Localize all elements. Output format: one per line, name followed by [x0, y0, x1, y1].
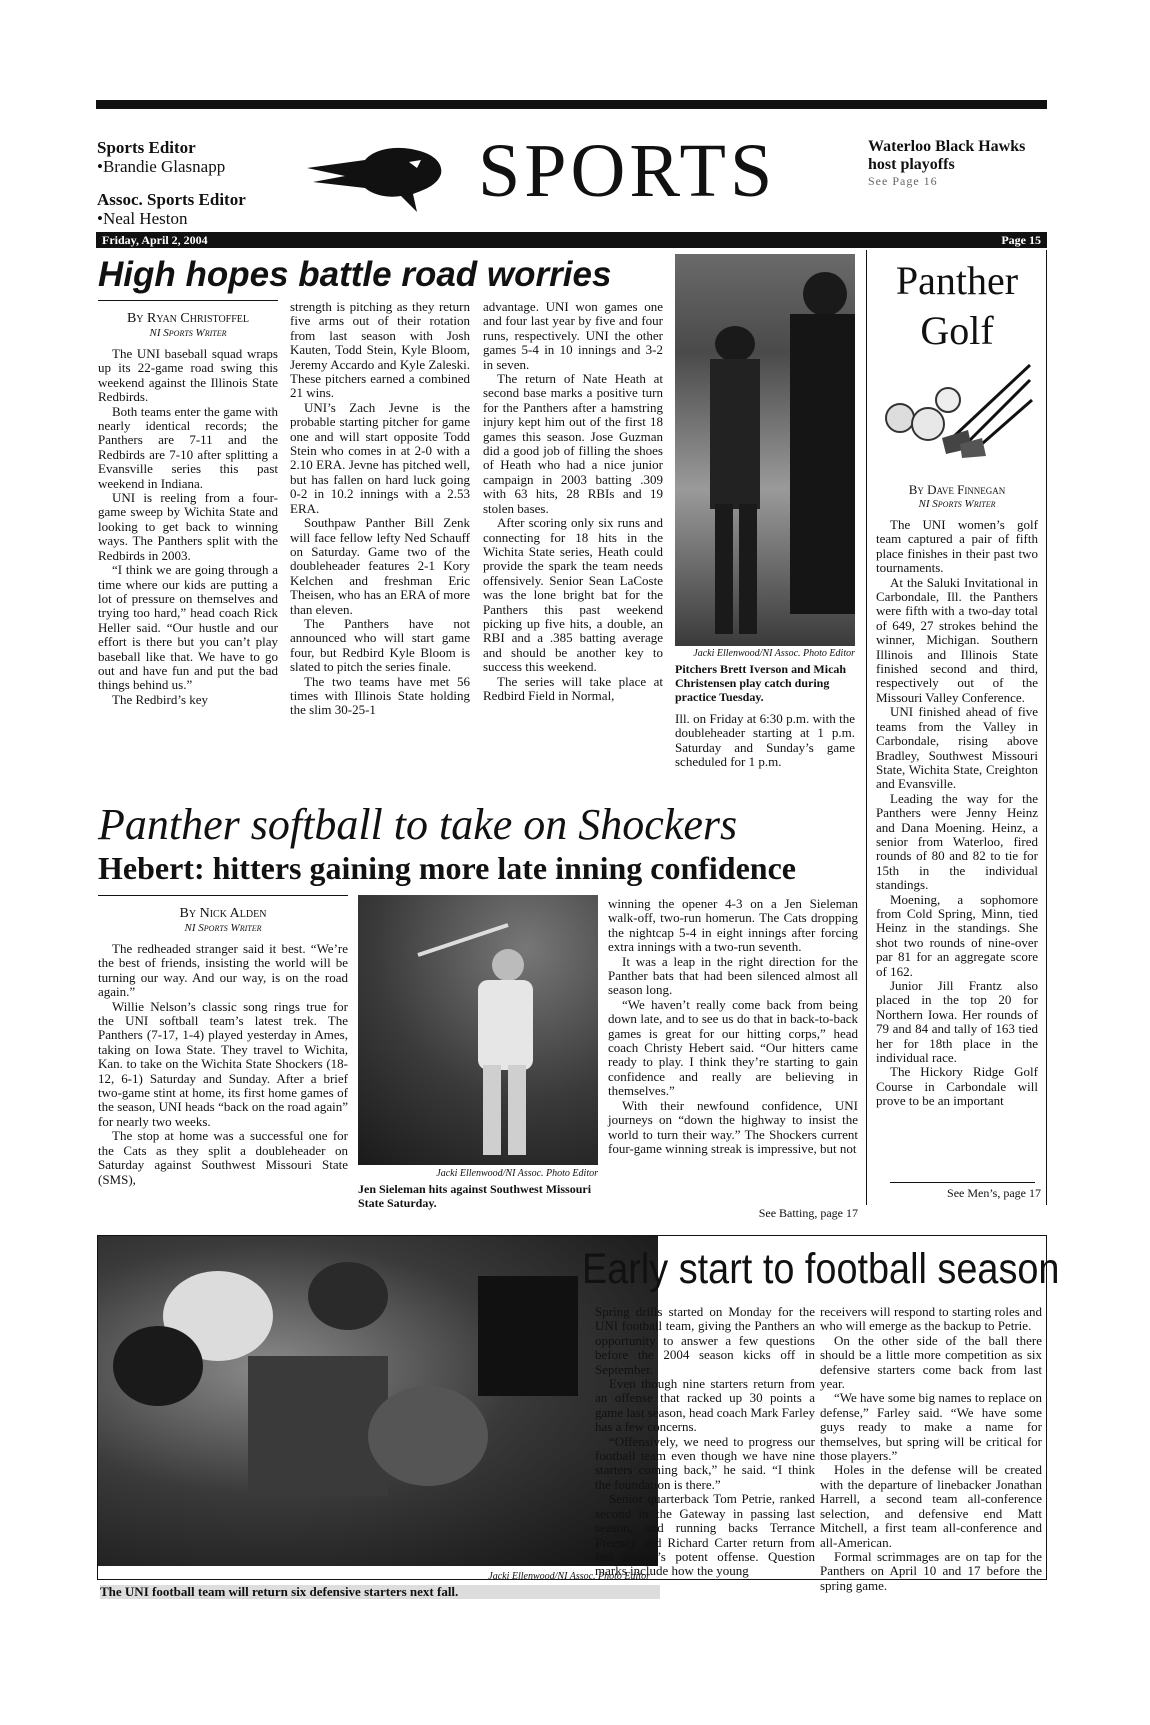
sports-editor-label: Sports Editor — [97, 138, 196, 157]
paragraph: The Panthers have not announced who will start game four, but Redbird Kyle Bloom is slated to pitch the series finale. — [290, 615, 470, 675]
golf-title-line-1: Panther — [895, 258, 1019, 303]
paragraph: After scoring only six runs and connecting for 18 hits in the Wichita State series, Heath could provide the spark the team needs offensively. Senior Sean LaCoste was the lone bright bat for the Panthers this past weekend picking up five hits, a double, an RBI and a .385 batting average and should be another key to success this weekend. — [483, 515, 663, 675]
golf-title-line-2: Golf — [920, 308, 994, 353]
golf-sidebar-border — [866, 250, 867, 1205]
baseball-byline-title: NI Sports Writer — [149, 327, 227, 339]
paragraph: The two teams have met 56 times with Illinois State holding the slim 30-25-1 — [290, 673, 470, 718]
paragraph: “Offensively, we need to progress our football team even though we have nine starters coming back,” he said. “I think the foundation is there.” — [595, 1433, 815, 1492]
softball-column-1 — [98, 895, 348, 1187]
softball-photo-figure — [358, 895, 598, 1165]
golf-see-rule — [890, 1182, 1035, 1183]
golf-column — [876, 478, 1038, 1109]
paragraph: The UNI baseball squad wraps up its 22-game road swing this weekend against the Illinois State Redbirds. — [98, 346, 278, 405]
golf-byline: By Dave Finnegan — [908, 482, 1006, 497]
softball-byline-title: NI Sports Writer — [184, 922, 262, 934]
sports-editor-name: •Brandie Glasnapp — [97, 157, 226, 176]
paragraph: Willie Nelson’s classic song rings true for the UNI softball team’s latest trek. The Panthers (7-17, 1-4) played yesterday in Ames, taking on Iowa State. They travel to Wichita, Kan. to take on the Wichita State Shockers (18-12, 6-1) Saturday and Sunday. After a brief two-game stint at home, its first home games of the season, UNI heads “back on the road again” for nearly two weeks. — [98, 998, 348, 1129]
golf-clubs-icon — [880, 360, 1035, 460]
paragraph: Leading the way for the Panthers were Jenny Heinz and Dana Moening. Heinz, a senior from Waterloo, fired rounds of 80 and 82 to tie for 15th in the individual standings. — [876, 790, 1038, 893]
paragraph: strength is pitching as they return five arms out of their rotation from last season with Josh Kauten, Todd Stein, Kyle Bloom, Jeremy Accardo and Kyle Zaleski. These pitchers earned a combined 21 wins. — [290, 299, 470, 401]
paragraph: Formal scrimmages are on tap for the Panthers on April 10 and 17 before the spring game. — [820, 1548, 1042, 1593]
panther-logo-icon — [305, 138, 445, 218]
paragraph: The return of Nate Heath at second base marks a positive turn for the Panthers after a hamstring injury kept him out of the first 18 games this season. Jose Guzman did a good job of filling the shoes of Heath who had a nice junior campaign in 2003 batting .309 with 63 hits, 28 RBIs and 19 stolen bases. — [483, 371, 663, 516]
softball-headline: Panther softball to take on Shockers — [98, 800, 738, 849]
baseball-photo-credit: Jacki Ellenwood/NI Assoc. Photo Editor — [693, 648, 855, 659]
date-bar — [96, 232, 1047, 248]
paragraph: The redheaded stranger said it best. “We’re the best of friends, insisting the world will be turning our way. And our way, is on the road again.” — [98, 941, 348, 1000]
softball-subhead: Hebert: hitters gaining more late inning confidence — [98, 850, 796, 886]
golf-byline-title: NI Sports Writer — [918, 498, 996, 510]
assoc-editor-label: Assoc. Sports Editor — [97, 190, 246, 209]
issue-date: Friday, April 2, 2004 — [102, 233, 208, 247]
paragraph: Even though nine starters return from an offense that racked up 30 points a game last season, head coach Mark Farley has a few concerns. — [595, 1376, 815, 1435]
paragraph: Moening, a sophomore from Cold Spring, Minn, tied Heinz in the standings. She shot two rounds of nine-over par 81 for an aggregate score of 162. — [876, 891, 1038, 979]
softball-photo-credit: Jacki Ellenwood/NI Assoc. Photo Editor — [436, 1168, 598, 1179]
paragraph: receivers will respond to starting roles and who will emerge as the backup to Petrie. — [820, 1304, 1042, 1334]
softball-see-ref[interactable]: See Batting, page 17 — [758, 1206, 858, 1220]
paragraph: UNI is reeling from a four-game sweep by Wichita State and looking to get back to winning ways. The Panthers split with the Redbirds in 2003. — [98, 490, 278, 563]
baseball-column-3 — [483, 300, 663, 703]
softball-column-3 — [608, 897, 858, 1156]
assoc-editor-name: •Neal Heston — [97, 209, 188, 228]
paragraph: Senior quarterback Tom Petrie, ranked second in the Gateway in passing last season, and running backs Terrance Freeney and Richard Carter return from last season’s potent offense. Question marks include how the young — [595, 1491, 815, 1579]
golf-sidebar-border-right — [1046, 250, 1047, 1205]
paragraph: Southpaw Panther Bill Zenk will face fellow lefty Ned Schauff on Saturday. Game two of the doubleheader features 2-1 Kory Kelchen and freshman Eric Theisen, who has an ERA of more than eleven. — [290, 515, 470, 617]
softball-photo-caption: Jen Sieleman hits against Southwest Missouri State Saturday. — [358, 1182, 592, 1210]
football-column-2 — [820, 1305, 1042, 1593]
paragraph: The stop at home was a successful one for the Cats as they split a doubleheader on Saturday against Southwest Missouri State (SMS), — [98, 1128, 348, 1187]
baseball-photo-figures — [675, 254, 855, 646]
paragraph: On the other side of the ball there should be a little more competition as six defensive starters come back from last year. — [820, 1332, 1042, 1392]
page-number: Page 15 — [1001, 233, 1041, 247]
paragraph: Junior Jill Frantz also placed in the top 20 for Northern Iowa. Her rounds of 79 and 84 and tally of 163 tied her for 18th place in the individual race. — [876, 978, 1038, 1066]
football-photo — [98, 1236, 658, 1566]
paragraph: “We haven’t really come back from being down late, and to see us do that in back-to-back games is great for our hitting corps,” head coach Christy Hebert said. “Our hitters came ready to play. I think they’re starting to gain confidence and really are believing in themselves.” — [608, 996, 858, 1099]
paragraph: The series will take place at Redbird Field in Normal, — [483, 673, 663, 703]
football-column-1 — [595, 1305, 815, 1579]
baseball-column-2 — [290, 300, 470, 718]
football-photo-caption: The UNI football team will return six defensive starters next fall. — [100, 1585, 660, 1599]
football-photo-players — [98, 1236, 658, 1566]
baseball-column-4 — [675, 712, 855, 770]
paragraph: Holes in the defense will be created with the departure of linebacker Jonathan Harrell, a second team all-conference selection, and defensive end Matt Mitchell, a first team all-conference and all-American. — [820, 1462, 1042, 1550]
paragraph: The UNI women’s golf team captured a pair of fifth place finishes in their past two tournaments. — [876, 517, 1038, 576]
top-rule — [96, 100, 1047, 109]
masthead-editors — [97, 138, 297, 228]
baseball-column-1 — [98, 300, 278, 707]
paragraph: At the Saluki Invitational in Carbondale, Ill. the Panthers were fifth with a two-day total of 649, 27 strokes behind the winner, Michigan. Southern Illinois and Illinois State finished second and third, respectively out of the Missouri Valley Conference. — [876, 574, 1038, 705]
paragraph: Ill. on Friday at 6:30 p.m. with the doubleheader starting at 1 p.m. Saturday and Sunday’s game scheduled for 1 p.m. — [675, 711, 855, 770]
football-photo-credit: Jacki Ellenwood/NI Assoc. Photo Editor — [488, 1571, 650, 1582]
baseball-photo — [675, 254, 855, 646]
paragraph: “I think we are going through a time where our kids are putting a lot of pressure on themselves and trying too hard,” head coach Rick Heller said. “Our hustle and our effort is there but you can’t play baseball like that. We have to go out and have fun and put the bad things behind us.” — [98, 562, 278, 693]
paragraph: Spring drills started on Monday for the UNI football team, giving the Panthers an opportunity to answer a few questions before the 2004 season kicks off in September. — [595, 1304, 815, 1377]
paragraph: advantage. UNI won games one and four last year by five and four runs, respectively. UNI the other games 5-4 in 10 innings and 3-2 in seven. — [483, 299, 663, 372]
baseball-byline: By Ryan Christoffel — [126, 311, 250, 326]
paragraph: The Redbird’s key — [112, 691, 209, 707]
baseball-headline: High hopes battle road worries — [98, 255, 612, 294]
teaser — [868, 138, 1048, 189]
paragraph: winning the opener 4-3 on a Jen Sieleman walk-off, two-run homerun. The Cats dropping the nightcap 5-4 in eight innings after forcing extra innings with a two-run seventh. — [608, 896, 858, 955]
softball-photo — [358, 895, 598, 1165]
golf-see-ref[interactable]: See Men’s, page 17 — [947, 1186, 1041, 1200]
baseball-photo-caption: Pitchers Brett Iverson and Micah Christensen play catch during practice Tuesday. — [675, 662, 847, 704]
section-title: SPORTS — [478, 129, 777, 213]
paragraph: “We have some big names to replace on defense,” Farley said. “We have some guys ready to make a name for themselves, but spring will be critical for those players.” — [820, 1390, 1042, 1464]
football-headline: Early start to football season — [582, 1245, 1060, 1293]
paragraph: Both teams enter the game with nearly identical records; the Panthers are 7-11 and the Redbirds are 7-10 after splitting a Evansville series this past weekend in Indiana. — [98, 403, 278, 491]
softball-byline: By Nick Alden — [179, 906, 267, 921]
paragraph: It was a leap in the right direction for the Panther bats that had been silenced almost all season long. — [608, 953, 858, 998]
paragraph: With their newfound confidence, UNI journeys on “down the highway to insist the world to turn their way.” The Shockers current four-game winning streak is impressive, but not — [608, 1097, 858, 1156]
paragraph: UNI finished ahead of five teams from the Valley in Carbondale, rising above Bradley, Southwest Missouri State, Wichita State, Creighton and Evansville. — [876, 704, 1038, 792]
paragraph: The Hickory Ridge Golf Course in Carbondale will prove to be an important — [876, 1064, 1038, 1109]
teaser-ref[interactable]: See Page 16 — [868, 174, 938, 188]
paragraph: UNI’s Zach Jevne is the probable starting pitcher for game one and will start opposite Todd Stein who comes in at 2-0 with a 2.10 ERA. Jevne has pitched well, but has fallen on hard luck going 0-2 in 10.2 innings with a 2.53 ERA. — [290, 399, 470, 516]
golf-title — [868, 256, 1046, 356]
teaser-title[interactable]: Waterloo Black Hawks host playoffs — [868, 138, 1026, 173]
